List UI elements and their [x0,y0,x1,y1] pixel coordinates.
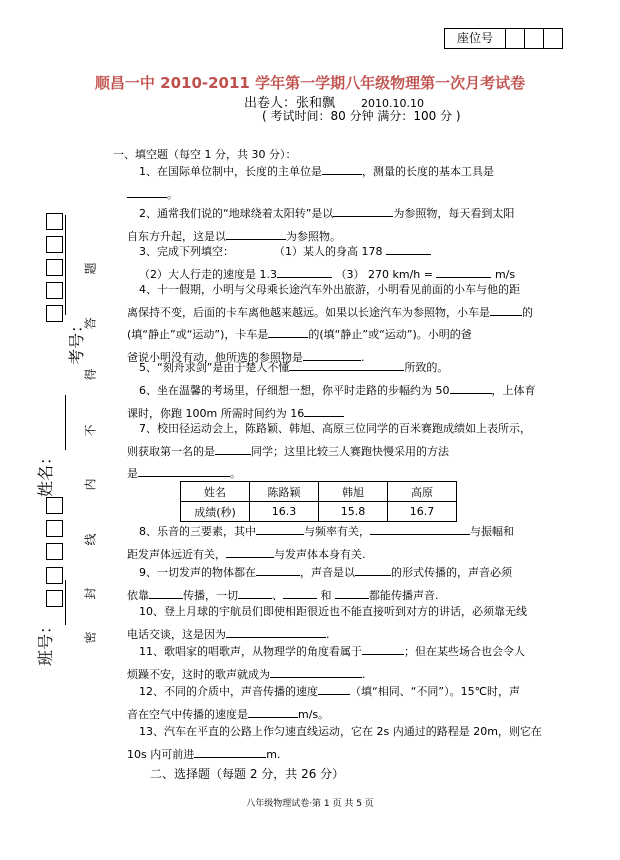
table-row [181,482,457,502]
answer-blank[interactable] [248,706,298,718]
exam-number-box[interactable] [46,213,63,230]
answer-blank[interactable] [304,405,344,417]
answer-blank[interactable] [283,587,317,599]
question-5: 5、“刻舟求剑”是由于楚人不懂 所致的。 [139,361,449,374]
question-2: 2、通常我们说的“地球绕着太阳转”是以 为参照物，每天看到太阳 自东方升起，这是以 为参照物。 [127,207,515,243]
answer-blank[interactable] [194,746,266,758]
answer-blank[interactable] [355,564,391,576]
seat-number-box [444,28,563,49]
exam-info: ( 考试时间：80 分钟 满分：100 分 ) [262,109,461,123]
table-header: 姓名 [181,482,250,502]
answer-blank[interactable] [238,587,272,599]
exam-number-box[interactable] [46,305,63,322]
exam-title: 顺昌一中 2010-2011 学年第一学期八年级物理第一次月考试卷 [94,74,526,92]
name-box[interactable] [46,543,63,560]
seal-char: 得 [83,368,98,381]
table-header: 高原 [388,482,457,502]
seat-number-cell[interactable] [506,29,525,48]
table-row [181,502,457,522]
name-box[interactable] [46,520,63,537]
answer-blank[interactable] [322,163,362,175]
answer-blank[interactable] [256,523,304,535]
answer-blank[interactable] [149,587,183,599]
seat-number-cell[interactable] [544,29,562,48]
class-number-box[interactable] [46,567,63,584]
question-3: 3、完成下列填空： （1）某人的身高 178 （2）大人行走的速度是 1.3 （3） 270 km/h = m/s [139,245,516,281]
question-10: 10、登上月球的宇航员们即使相距很近也不能直接听到对方的讲话，必须靠无线 电话交谈，这是因为 . [127,605,527,641]
answer-blank[interactable] [333,205,393,217]
answer-blank[interactable] [226,626,326,638]
answer-blank[interactable] [289,359,404,371]
table-header: 陈路颖 [250,482,319,502]
question-4: 4、十一假期，小明与父母乘长途汽车外出旅游，小明看见前面的小车与他的距 离保持不变，后面的卡车离他越来越远。如果以长途汽车为参照物，小车是 的 (填“静止”或“运动”)，卡车是 的(填“静止”或“运动”)。小明的爸 爸说小明没有动，他所选的参照物是 . [127,283,533,364]
answer-blank[interactable] [490,304,522,316]
question-13: 13、汽车在平直的公路上作匀速直线运动，它在 2s 内通过的路程是 20m，则它在 10s 内可前进 m. [127,725,542,761]
table-header: 韩旭 [319,482,388,502]
seat-number-label: 座位号 [445,29,506,48]
author: 出卷人：张和飘 [244,96,336,111]
answer-blank[interactable] [226,546,274,558]
answer-blank[interactable] [318,683,350,695]
seal-char: 密 [83,631,98,644]
answer-blank[interactable] [450,382,492,394]
answer-blank[interactable] [277,266,332,278]
exam-number-label: 考号： [67,316,86,365]
seal-char: 不 [83,424,98,437]
score-table [180,481,457,522]
answer-blank[interactable] [386,243,431,255]
page-footer: 八年级物理试卷·第 1 页 共 5 页 [246,799,374,809]
answer-blank[interactable] [268,326,308,338]
seal-char: 线 [83,533,98,546]
name-label: 姓名： [36,448,55,497]
seal-char: 内 [83,478,98,491]
name-box[interactable] [46,497,63,514]
section2-title: 二、选择题（每题 2 分，共 26 分） [150,767,345,781]
seal-char: 封 [83,587,98,600]
table-cell: 成绩(秒) [181,502,250,522]
seal-char: 答 [83,317,98,330]
answer-blank[interactable] [127,186,167,198]
question-6: 6、坐在温馨的考场里，仔细想一想，你平时走路的步幅约为 50 ，上体育 课时，你跑 100m 所需时间约为 16 [127,384,536,420]
section1-title: 一、填空题（每空 1 分，共 30 分）： [113,148,297,161]
name-underline [65,395,66,450]
question-9: 9、一切发声的物体都在 ，声音是以 的形式传播的，声音必须 依靠 传播，一切 、 和 都能传播声音. [127,566,512,602]
question-11: 11、歌唱家的唱歌声，从物理学的角度看属于 ；但在某些场合也会令人 烦躁不安，这时的歌声就成为 . [127,645,525,681]
question-12: 12、不同的介质中，声音传播的速度 （填“相同、“不同”）。15℃时，声 音在空气中传播的速度是 m/s。 [127,685,520,721]
exam-number-underline [65,215,66,315]
class-number-box[interactable] [46,590,63,607]
class-underline [65,580,66,625]
exam-date: 2010.10.10 [361,97,424,110]
exam-number-box[interactable] [46,259,63,276]
exam-number-box[interactable] [46,282,63,299]
question-7: 7、校田径运动会上，陈路颖、韩旭、高原三位同学的百米赛跑成绩如上表所示， 则获取第一名的是 同学；这里比较三人赛跑快慢采用的方法 是 。 [127,422,531,480]
answer-blank[interactable] [370,523,470,535]
seal-char: 题 [83,262,98,275]
answer-blank[interactable] [256,564,300,576]
answer-blank[interactable] [436,266,491,278]
answer-blank[interactable] [270,666,362,678]
answer-blank[interactable] [226,228,286,240]
class-label: 班号： [36,617,55,666]
exam-number-box[interactable] [46,236,63,253]
table-cell: 15.8 [319,502,388,522]
answer-blank[interactable] [335,587,369,599]
question-8: 8、乐音的三要素，其中 与频率有关， 与振幅和 距发声体远近有关， 与发声体本身有关. [127,525,514,561]
table-cell: 16.3 [250,502,319,522]
answer-blank[interactable] [215,443,251,455]
table-cell: 16.7 [388,502,457,522]
seat-number-cell[interactable] [525,29,544,48]
answer-blank[interactable] [362,643,404,655]
answer-blank[interactable] [138,465,230,477]
question-1: 1、在国际单位制中，长度的主单位是 ，测量的长度的基本工具是 。 [127,161,557,206]
